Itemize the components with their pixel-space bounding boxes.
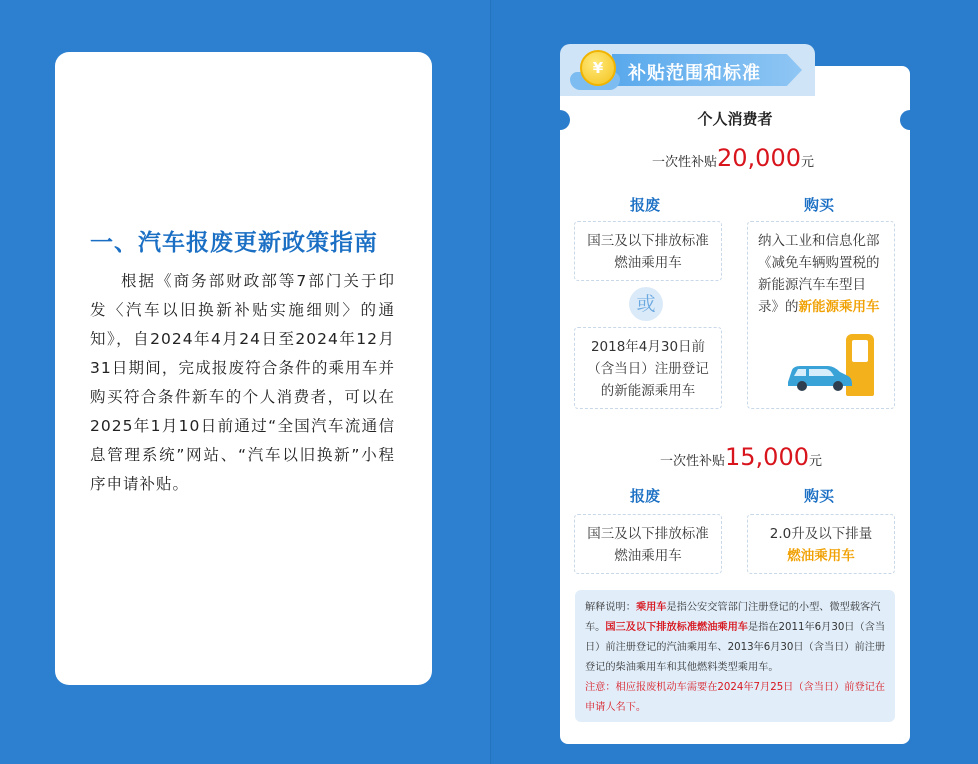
charger-screen (852, 340, 868, 362)
subsidy-line-1 (652, 144, 814, 172)
buy-label: 购买 (804, 487, 835, 505)
scrap-box-fuel-2: 国三及以下排放标准燃油乘用车 (574, 514, 722, 574)
subsidy-amount: 20,000 (717, 144, 801, 172)
subsidy-line-2 (660, 443, 822, 471)
buy-text: 2.0升及以下排量 (769, 526, 873, 542)
explain-term-1: 乘用车 (635, 602, 667, 613)
explain-term-2: 国三及以下排放标准燃油乘用车 (605, 622, 748, 633)
policy-card (55, 52, 432, 685)
or-badge: 或 (629, 287, 663, 321)
explain-notice: 注意：相应报废机动车需要在2024年7月25日（含当日）前登记在申请人名下。 (585, 682, 886, 713)
buy-highlight: 新能源乘用车 (798, 299, 880, 315)
explain-lead: 解释说明： (585, 602, 636, 613)
subsidy-amount: 15,000 (725, 443, 809, 471)
policy-title: 一、汽车报废更新政策指南 (90, 230, 378, 256)
electric-car-icon (784, 358, 854, 392)
policy-body: 根据《商务部财政部等7部门关于印发〈汽车以旧换新补贴实施细则〉的通知》，自2024年4月24日至2024年12月31日期间，完成报废符合条件的乘用车并购买符合条件新车的个人消费者，可以在2025年1月10日前通过“全国汽车流通信息管理系统”网站、“汽车以旧换新”小程序申请补贴。 (90, 272, 395, 493)
explanation-box (575, 590, 895, 722)
subsidy-prefix: 一次性补贴 (652, 155, 718, 170)
consumer-title: 个人消费者 (697, 110, 773, 128)
scrap-label: 报废 (630, 487, 661, 505)
explain-text-2: 是指在2011年6月30日（含当日）前注册登记的汽油乘用车、2013年6月30日（含当日）前注册登记的柴油乘用车和其他燃料类型乘用车。 (585, 622, 886, 673)
explain-text-1: 是指公安交管部门注册登记的小型、微型载客汽车。 (585, 602, 881, 633)
buy-box-fuel (747, 514, 895, 574)
buy-text: 纳入工业和信息化部《减免车辆购置税的新能源汽车车型目录》的 (758, 233, 880, 315)
scrap-box-fuel: 国三及以下排放标准燃油乘用车 (574, 221, 722, 281)
subsidy-prefix: 一次性补贴 (660, 454, 726, 469)
scrap-label: 报废 (630, 196, 661, 214)
buy-label: 购买 (804, 196, 835, 214)
buy-highlight: 燃油乘用车 (787, 548, 855, 564)
coin-icon: ¥ (580, 50, 616, 86)
scrap-box-nev: 2018年4月30日前（含当日）注册登记的新能源乘用车 (574, 327, 722, 409)
subsidy-unit: 元 (809, 454, 823, 469)
subsidy-unit: 元 (801, 155, 815, 170)
section-title: 补贴范围和标准 (628, 63, 761, 84)
